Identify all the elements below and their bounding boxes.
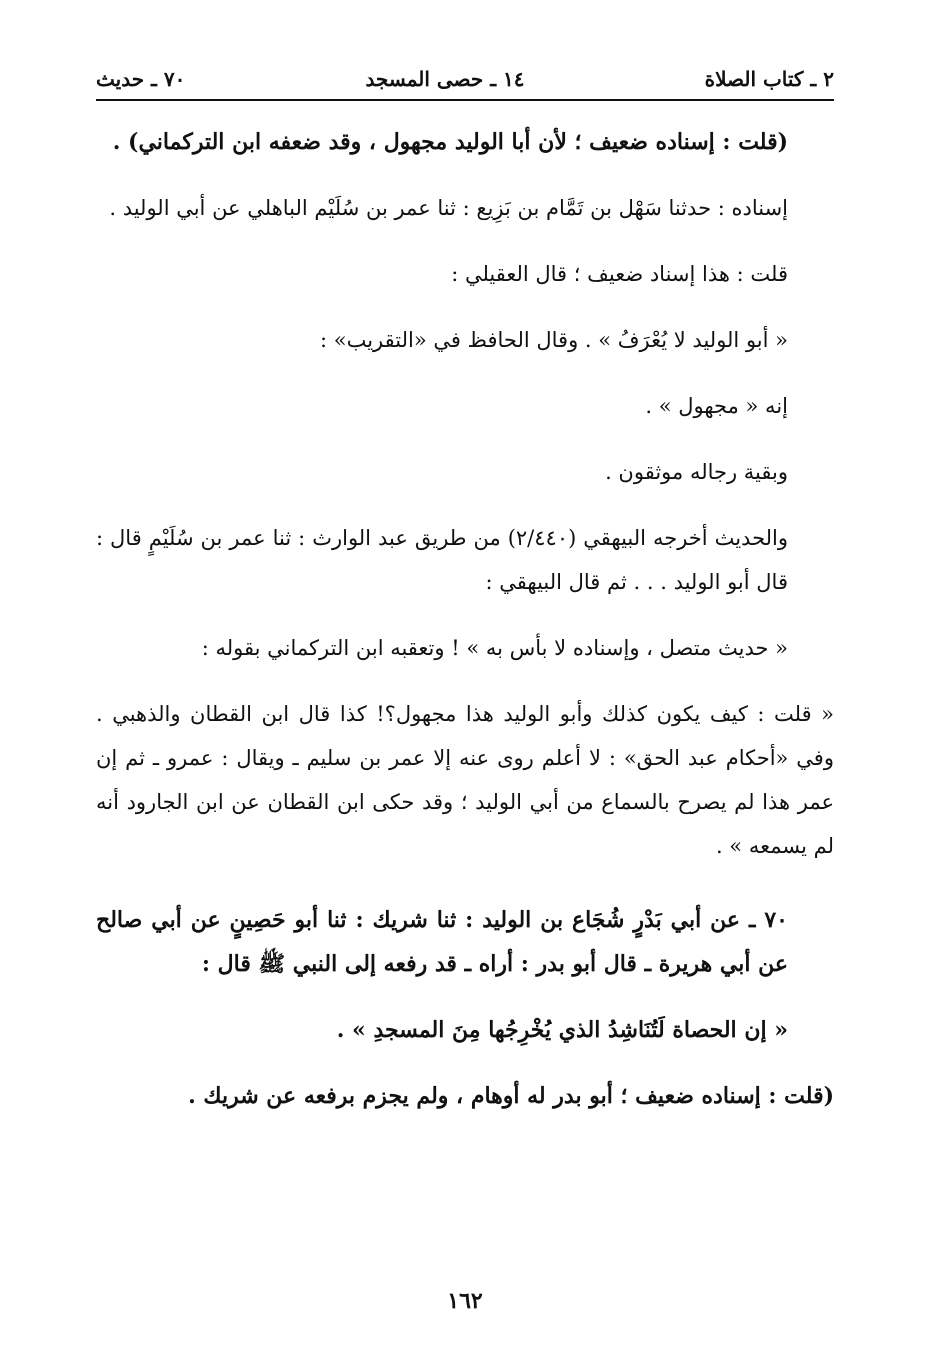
header-section: ١٤ ـ حصى المسجد [365, 67, 525, 91]
majhul-paragraph: إنه « مجهول » . [645, 394, 788, 418]
hadith-70-quote: « إن الحصاة لَتُنَاشِدُ الذي يُخْرِجُها مِنَ المسجدِ » . [336, 1017, 788, 1043]
page-body [96, 120, 834, 1140]
quote-paragraph: « أبو الوليد لا يُعْرَفُ » . وقال الحافظ في «التقريب» : [319, 328, 788, 352]
hadith-70-note: (قلت : إسناده ضعيف ؛ أبو بدر له أوهام ، ولم يجزم برفعه عن شريك . [188, 1083, 834, 1109]
header-rule [96, 99, 834, 101]
opening-note: (قلت : إسناده ضعيف ؛ لأن أبا الوليد مجهول ، وقد ضعفه ابن التركماني) . [112, 129, 788, 155]
running-header [96, 62, 834, 96]
comment-paragraph: قلت : هذا إسناد ضعيف ؛ قال العقيلي : [451, 262, 788, 286]
bayhaqi-quote-paragraph: « حديث متصل ، وإسناده لا بأس به » ! وتعقبه ابن التركماني بقوله : [201, 636, 788, 660]
narrators-paragraph: وبقية رجاله موثقون . [605, 460, 788, 484]
turkmani-paragraph: « قلت : كيف يكون كذلك وأبو الوليد هذا مجهول؟! كذا قال ابن القطان والذهبي . وفي «أحكام عبد الحق» : لا أعلم روى عنه إلا عمر بن سليم ـ ويقال : عمرو ـ ثم إن عمر هذا لم يصرح بالسماع من أبي الوليد ؛ وقد حكى ابن القطان عن ابن الجارود أنه لم يسمعه » . [96, 702, 834, 858]
isnad-paragraph: إسناده : حدثنا سَهْل بن تَمَّام بن بَزِيع : ثنا عمر بن سُلَيْم الباهلي عن أبي الوليد . [109, 196, 788, 220]
header-chapter: ٢ ـ كتاب الصلاة [704, 67, 834, 91]
page-number: ١٦٢ [447, 1288, 483, 1314]
header-hadith-number: ٧٠ ـ حديث [96, 67, 186, 91]
hadith-70-text: ٧٠ ـ عن أبي بَدْرٍ شُجَاع بن الوليد : ثنا شريك : ثنا أبو حَصِينٍ عن أبي صالح عن أبي هريرة ـ قال أبو بدر : أراه ـ قد رفعه إلى النبي ﷺ قال : [96, 907, 788, 977]
bayhaqi-paragraph: والحديث أخرجه البيهقي (٢/٤٤٠) من طريق عبد الوارث : ثنا عمر بن سُلَيْمٍ قال : قال أبو الوليد . . . ثم قال البيهقي : [96, 526, 788, 594]
book-page [96, 0, 834, 1371]
